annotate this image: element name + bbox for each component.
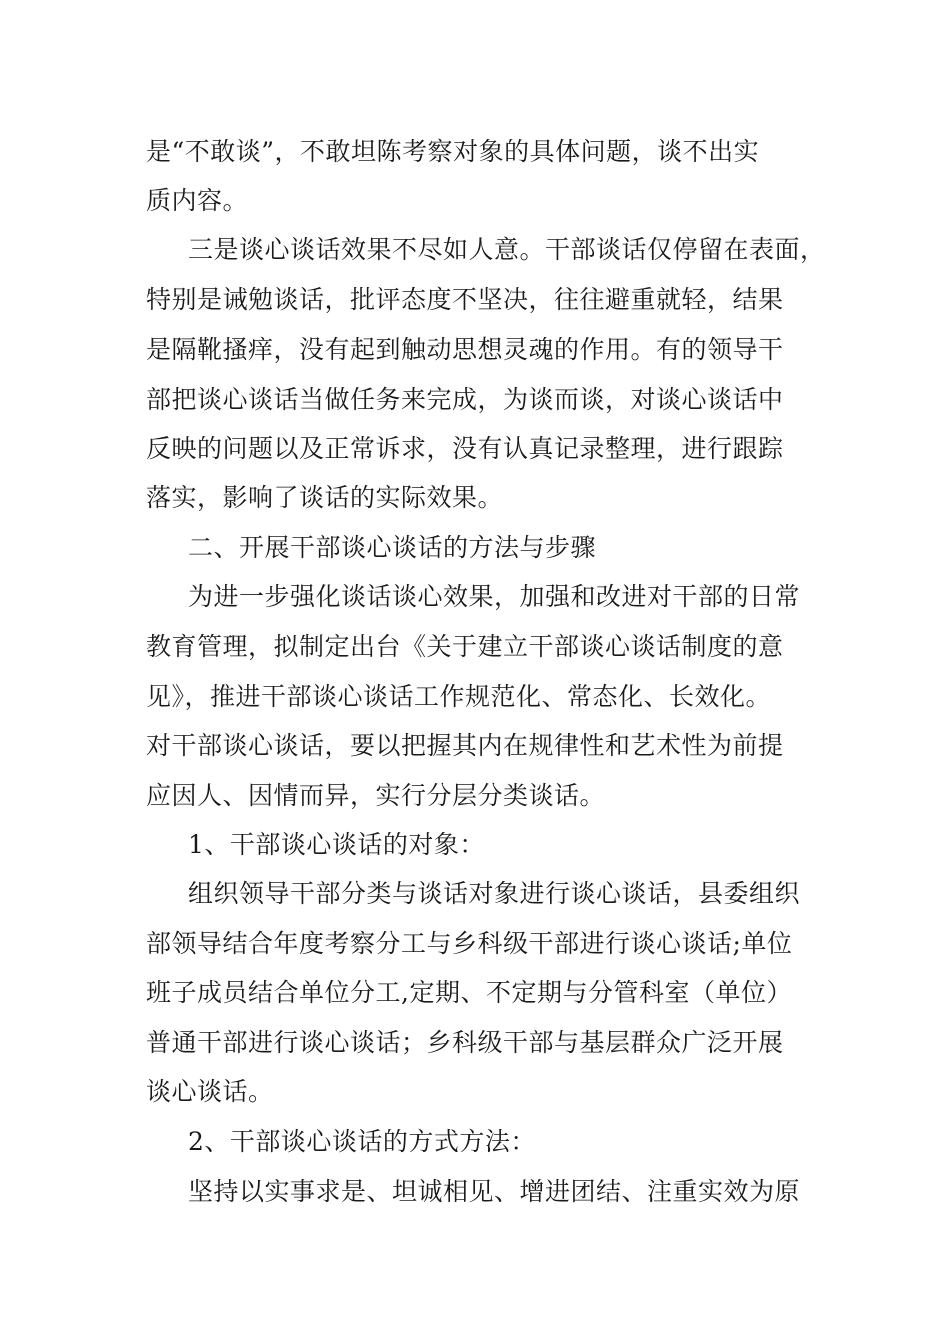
text-line-2: 质内容。: [146, 186, 249, 215]
subheading-2: 2、干部谈心谈话的方式方法：: [188, 1127, 536, 1156]
text-line-8: 落实，影响了谈话的实际效果。: [146, 483, 504, 512]
text-line-18: 班子成员结合单位分工,定期、不定期与分管科室（单位）: [146, 978, 792, 1007]
text-line-13: 对干部谈心谈话，要以把握其内在规律性和艺术性为前提: [146, 731, 784, 760]
text-line-19: 普通干部进行谈心谈话；乡科级干部与基层群众广泛开展: [146, 1028, 784, 1057]
text-line-14: 应因人、因情而异，实行分层分类谈话。: [146, 781, 606, 810]
section-heading-2: 二、开展干部谈心谈话的方法与步骤: [188, 533, 597, 562]
text-line-16: 组织领导干部分类与谈话对象进行谈心谈话，县委组织: [188, 879, 801, 908]
text-line-12: 见》，推进干部谈心谈话工作规范化、常态化、长效化。: [146, 682, 772, 711]
text-line-5: 是隔靴搔痒，没有起到触动思想灵魂的作用。有的领导干: [146, 335, 784, 364]
text-line-10: 为进一步强化谈话谈心效果，加强和改进对干部的日常: [188, 582, 801, 611]
text-line-6: 部把谈心谈话当做任务来完成，为谈而谈，对谈心谈话中: [146, 385, 784, 414]
text-line-4: 特别是诫勉谈话，批评态度不坚决，往往避重就轻，结果: [146, 285, 784, 314]
subheading-1: 1、干部谈心谈话的对象：: [188, 830, 485, 859]
text-line-1: 是“不敢谈”，不敢坦陈考察对象的具体问题，谈不出实: [146, 137, 760, 166]
text-line-20: 谈心谈话。: [146, 1077, 274, 1106]
text-line-17: 部领导结合年度考察分工与乡科级干部进行谈心谈话;单位: [146, 929, 793, 958]
text-line-11: 教育管理，拟制定出台《关于建立干部谈心谈话制度的意: [146, 632, 784, 661]
text-line-7: 反映的问题以及正常诉求，没有认真记录整理，进行跟踪: [146, 434, 784, 463]
text-line-3: 三是谈心谈话效果不尽如人意。干部谈话仅停留在表面，: [188, 235, 826, 264]
text-line-22: 坚持以实事求是、坦诚相见、增进团结、注重实效为原: [188, 1177, 801, 1206]
